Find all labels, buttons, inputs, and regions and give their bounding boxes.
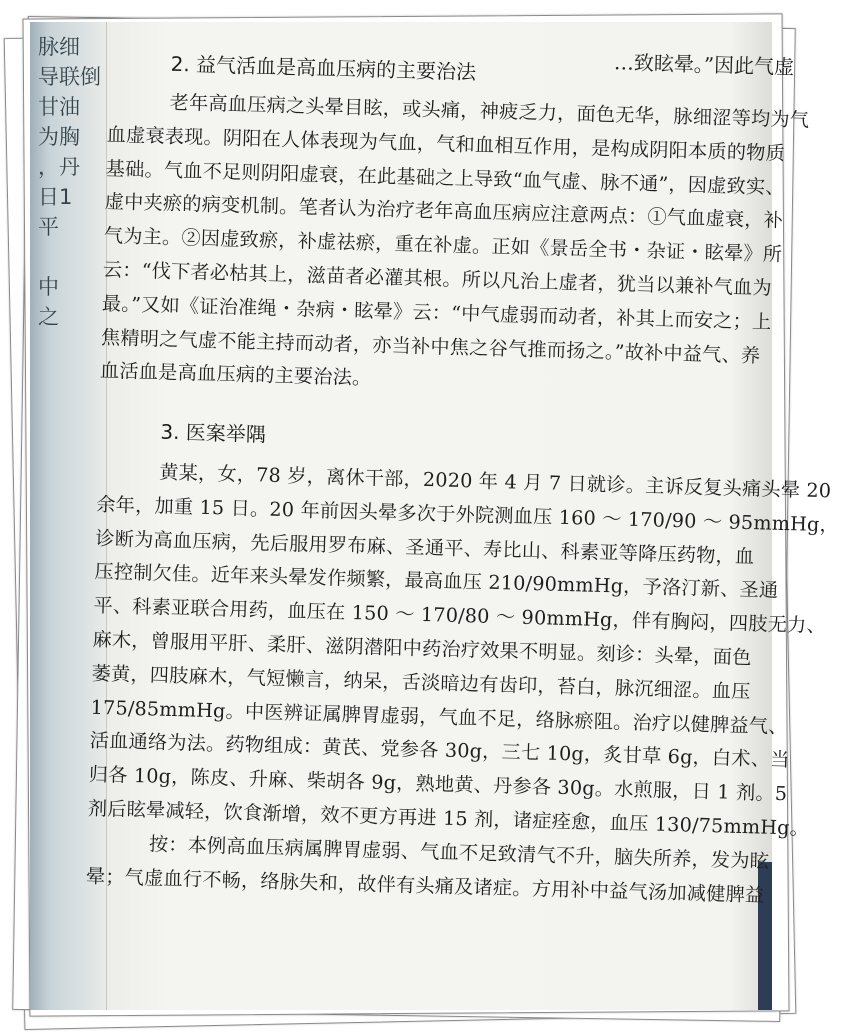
book-page [82, 16, 840, 1035]
text-line: 焦精明之气虚不能主持而动者，亦当补中焦之谷气推而扬之。”故补中益气、养 [100, 325, 761, 367]
text-line: 余年，加重 15 日。20 年前因头晕多次于外院测血压 160 ～ 170/90 ～ 95mmHg， [96, 492, 840, 537]
book-page-photo [30, 22, 840, 1010]
text-line: 压控制欠佳。近年来头晕发作频繁，最高血压 210/90mmHg，予洛汀新、圣通 [94, 560, 779, 603]
section-3-body [85, 454, 840, 912]
text-line: 麻木，曾服用平肝、柔肝、滋阴潜阳中药治疗效果不明显。刻诊：头晕，面色 [92, 627, 752, 670]
left-page-char: 脉细 [38, 35, 80, 59]
left-page-char: 日1 [38, 185, 73, 209]
left-page-char: 平 [38, 215, 59, 239]
text-line: 血活血是高血压病的主要治法。 [99, 359, 372, 390]
section-2-heading: 2. 益气活血是高血压病的主要治法 [170, 51, 477, 85]
section-2-body [99, 84, 810, 407]
text-line: 归各 10g，陈皮、升麻、柴胡各 9g，熟地黄、丹参各 30g。水煎服，日 1 剂。5 [88, 762, 788, 806]
left-page-char: ，丹 [38, 155, 80, 179]
page-top-fragment: …致眩晕。”因此气虚 [613, 50, 795, 80]
text-line: 云：“伐下者必枯其上，滋苗者必灌其根。所以凡治上虚者，犹当以兼补气血为 [102, 257, 773, 300]
text-line: 平、科素亚联合用药，血压在 150 ～ 170/80 ～ 90mmHg，伴有胸闷，四肢无力、 [93, 593, 827, 638]
text-line: 基础。气血不足则阴阳虚衰，在此基础之上导致“血气虚、脉不通”，因虚致实、 [105, 156, 786, 199]
text-line: 虚中夹瘀的病变机制。笔者认为治疗老年高血压病应注意两点：①气血虚衰，补 [104, 190, 784, 233]
text-line: 老年高血压病之头晕目眩，或头痛，神疲乏力，面色无华，脉细涩等均为气 [169, 90, 810, 132]
text-line: 晕；气虚血行不畅，络脉失和，故伴有头痛及诸症。方用补中益气汤加减健脾益 [85, 864, 765, 907]
text-line: 175/85mmHg。中医辨证属脾胃虚弱，气血不足，络脉瘀阻。治疗以健脾益气、 [90, 695, 788, 738]
text-line: 血虚衰表现。阴阳在人体表现为气血，气和血相互作用，是构成阴阳本质的物质 [106, 122, 786, 165]
left-page-char: 为胸 [38, 125, 80, 149]
text-line: 气为主。②因虚致瘀，补虚祛瘀，重在补虚。正如《景岳全书・杂证・眩晕》所 [103, 224, 783, 267]
text-line: 按：本例高血压病属脾胃虚弱、气血不足致清气不升，脑失所养，发为眩 [148, 832, 770, 873]
text-line: 剂后眩晕减轻，饮食渐增，效不更方再进 15 剂，诸症痊愈，血压 130/75mmHg。 [87, 796, 810, 840]
text-line: 黄某，女，78 岁，离休干部，2020 年 4 月 7 日就诊。主诉反复头痛头晕 20 [158, 460, 832, 503]
left-page-char: 导联倒 [38, 65, 101, 89]
text-line: 萎黄，四肢麻木，气短懒言，纳呆，舌淡暗边有齿印，苔白，脉沉细涩。血压 [91, 661, 751, 703]
section-3-heading: 3. 医案举隅 [160, 419, 267, 447]
text-line: 诊断为高血压病，先后服用罗布麻、圣通平、寿比山、科素亚等降压药物，血 [95, 526, 755, 568]
left-page-char: 之 [38, 305, 59, 329]
left-page-text [38, 32, 104, 332]
left-page-char: 中 [38, 275, 59, 299]
left-page-char: 甘油 [38, 95, 80, 119]
left-page-char [38, 242, 104, 272]
text-line: 活血通络为法。药物组成：黄芪、党参各 30g，三七 10g，炙甘草 6g，白术、当 [89, 729, 790, 772]
text-line: 最。”又如《证治准绳・杂病・眩晕》云：“中气虚弱而动者，补其上而安之；上 [101, 291, 772, 334]
